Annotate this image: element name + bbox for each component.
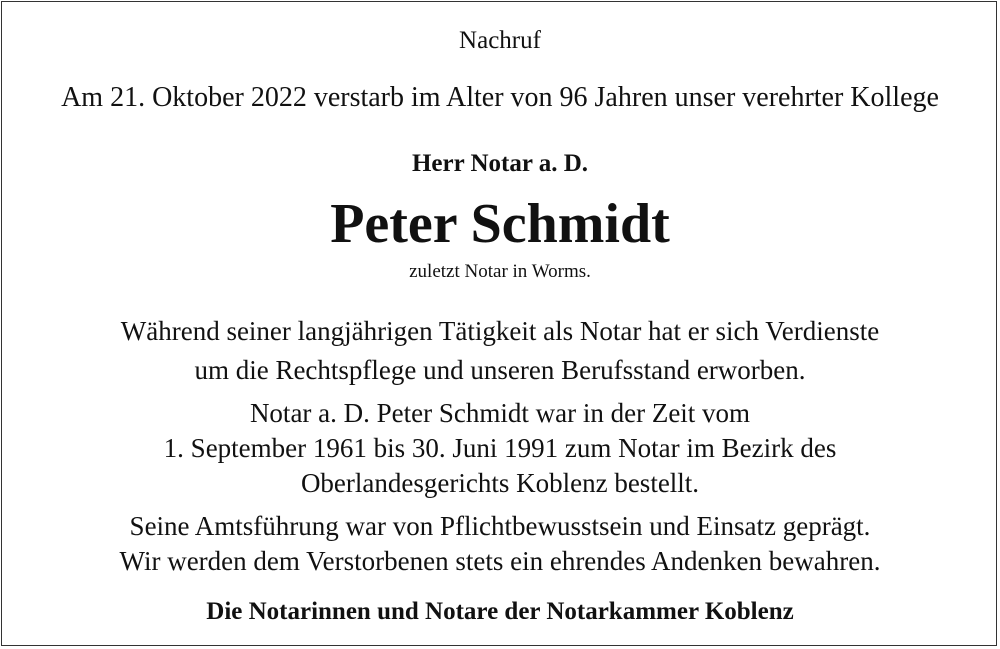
notice-heading: Nachruf — [459, 27, 541, 54]
body-line: 1. September 1961 bis 30. Juni 1991 zum Notar im Bezirk des — [163, 433, 837, 463]
body-line: Notar a. D. Peter Schmidt war in der Zeit vom — [249, 398, 751, 428]
body-line: um die Rechtspflege und unseren Berufsstand erworben. — [194, 355, 806, 385]
body-line: Oberlandesgerichts Koblenz bestellt. — [300, 468, 700, 498]
notice-signature: Die Notarinnen und Notare der Notarkammer Koblenz — [206, 598, 794, 625]
body-line: Seine Amtsführung war von Pflichtbewusstsein und Einsatz geprägt. — [129, 511, 871, 541]
body-line: Wir werden dem Verstorbenen stets ein ehrendes Andenken bewahren. — [119, 546, 881, 576]
notice-intro: Am 21. Oktober 2022 verstarb im Alter von 96 Jahren unser verehrter Kollege — [61, 82, 939, 113]
deceased-last-position: zuletzt Notar in Worms. — [409, 261, 591, 282]
deceased-name: Peter Schmidt — [330, 193, 670, 255]
body-line: Während seiner langjährigen Tätigkeit als Notar hat er sich Verdienste — [120, 316, 880, 346]
deceased-honorific: Herr Notar a. D. — [411, 150, 589, 177]
